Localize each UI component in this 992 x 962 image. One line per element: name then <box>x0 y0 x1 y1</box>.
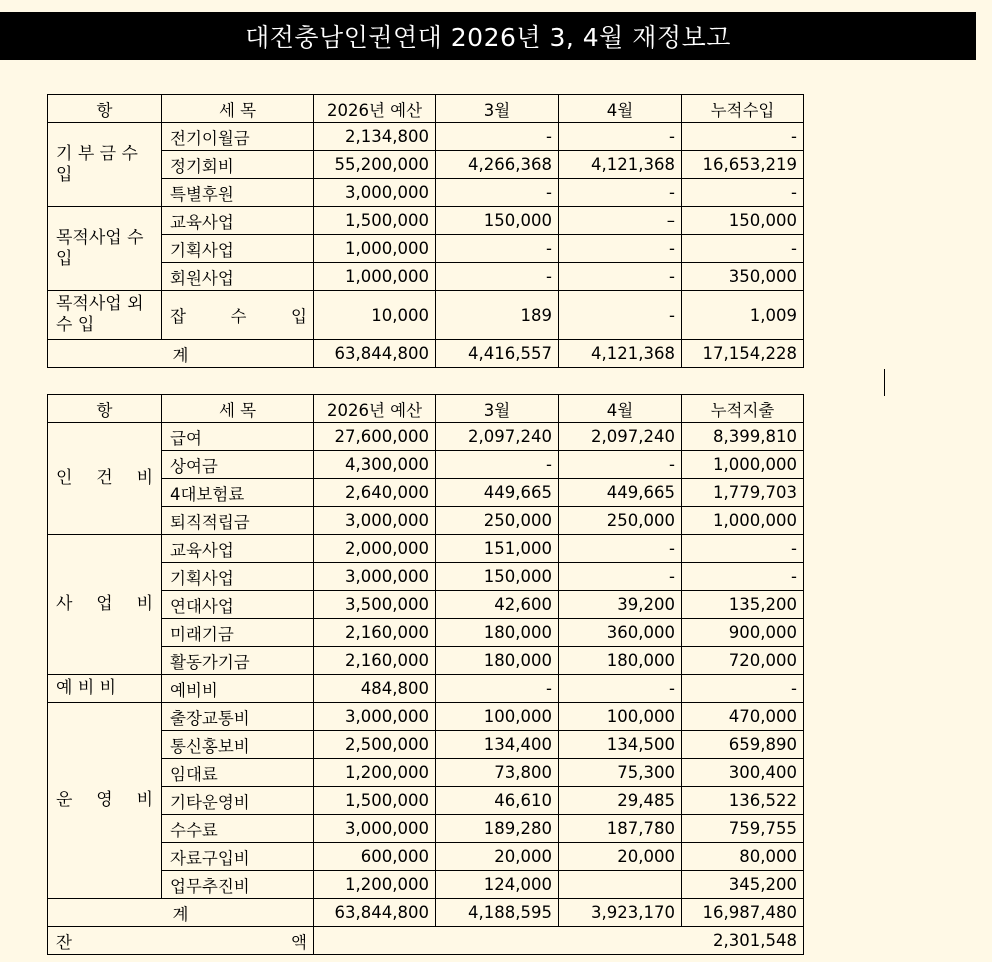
cumulative-cell: - <box>682 235 804 263</box>
item-cell: 기획사업 <box>162 563 314 591</box>
balance-value: 2,301,548 <box>314 927 804 955</box>
april-cell: 39,200 <box>559 591 682 619</box>
march-cell: 4,266,368 <box>436 151 559 179</box>
item-cell: 활동가기금 <box>162 647 314 675</box>
total-row <box>48 340 804 368</box>
april-cell: - <box>559 235 682 263</box>
april-cell: 75,300 <box>559 759 682 787</box>
budget-cell: 2,160,000 <box>314 647 436 675</box>
budget-cell: 1,200,000 <box>314 871 436 899</box>
table-row <box>48 263 804 291</box>
header-item: 세 목 <box>162 95 314 123</box>
cumulative-cell: 759,755 <box>682 815 804 843</box>
cumulative-cell: 16,653,219 <box>682 151 804 179</box>
item-cell: 전기이월금 <box>162 123 314 151</box>
april-cell: - <box>559 535 682 563</box>
budget-cell: 3,000,000 <box>314 507 436 535</box>
total-budget: 63,844,800 <box>314 340 436 368</box>
april-cell: 29,485 <box>559 787 682 815</box>
total-label: 계 <box>48 340 314 368</box>
category-cell: 인 건 비 <box>48 423 162 535</box>
total-april: 3,923,170 <box>559 899 682 927</box>
march-cell: - <box>436 179 559 207</box>
item-cell: 예비비 <box>162 675 314 703</box>
budget-cell: 2,640,000 <box>314 479 436 507</box>
header-budget: 2026년 예산 <box>314 395 436 423</box>
item-cell: 퇴직적립금 <box>162 507 314 535</box>
table-row <box>48 179 804 207</box>
cumulative-cell: 300,400 <box>682 759 804 787</box>
april-cell: - <box>559 451 682 479</box>
item-cell: 잡 수 입 <box>162 291 314 340</box>
april-cell: - <box>559 563 682 591</box>
budget-cell: 1,500,000 <box>314 207 436 235</box>
april-cell: 4,121,368 <box>559 151 682 179</box>
table-row <box>48 815 804 843</box>
cumulative-cell: 1,009 <box>682 291 804 340</box>
april-cell: - <box>559 263 682 291</box>
item-cell: 기획사업 <box>162 235 314 263</box>
cumulative-cell: 350,000 <box>682 263 804 291</box>
budget-cell: 484,800 <box>314 675 436 703</box>
table-row <box>48 535 804 563</box>
march-cell: - <box>436 675 559 703</box>
category-cell: 목적사업 수입 <box>48 207 162 291</box>
table-row <box>48 703 804 731</box>
report-title: 대전충남인권연대 2026년 3, 4월 재정보고 <box>0 12 976 60</box>
cumulative-cell: 720,000 <box>682 647 804 675</box>
table-row <box>48 843 804 871</box>
table-row <box>48 451 804 479</box>
budget-cell: 55,200,000 <box>314 151 436 179</box>
total-march: 4,416,557 <box>436 340 559 368</box>
item-cell: 정기회비 <box>162 151 314 179</box>
table-row <box>48 479 804 507</box>
cumulative-cell: 150,000 <box>682 207 804 235</box>
cumulative-cell: - <box>682 563 804 591</box>
header-category: 항 <box>48 95 162 123</box>
item-cell: 회원사업 <box>162 263 314 291</box>
item-cell: 상여금 <box>162 451 314 479</box>
table-row <box>48 675 804 703</box>
total-march: 4,188,595 <box>436 899 559 927</box>
item-cell: 출장교통비 <box>162 703 314 731</box>
march-cell: 124,000 <box>436 871 559 899</box>
april-cell: 100,000 <box>559 703 682 731</box>
table-row <box>48 759 804 787</box>
item-cell: 급여 <box>162 423 314 451</box>
category-cell: 목적사업 외 수 입 <box>48 291 162 340</box>
budget-cell: 3,000,000 <box>314 815 436 843</box>
item-cell: 자료구입비 <box>162 843 314 871</box>
cumulative-cell: 345,200 <box>682 871 804 899</box>
budget-cell: 3,000,000 <box>314 179 436 207</box>
budget-cell: 3,000,000 <box>314 703 436 731</box>
item-cell: 특별후원 <box>162 179 314 207</box>
budget-cell: 600,000 <box>314 843 436 871</box>
total-april: 4,121,368 <box>559 340 682 368</box>
table-row <box>48 207 804 235</box>
march-cell: 46,610 <box>436 787 559 815</box>
header-cumulative: 누적지출 <box>682 395 804 423</box>
header-april: 4월 <box>559 395 682 423</box>
item-cell: 임대료 <box>162 759 314 787</box>
table-row <box>48 235 804 263</box>
table-row <box>48 123 804 151</box>
april-cell: 187,780 <box>559 815 682 843</box>
total-cumulative: 16,987,480 <box>682 899 804 927</box>
cumulative-cell: 80,000 <box>682 843 804 871</box>
income-header-row <box>48 95 804 123</box>
table-row <box>48 647 804 675</box>
header-cumulative: 누적수입 <box>682 95 804 123</box>
march-cell: 180,000 <box>436 619 559 647</box>
table-row <box>48 291 804 340</box>
budget-cell: 2,500,000 <box>314 731 436 759</box>
march-cell: 189 <box>436 291 559 340</box>
cumulative-cell: 8,399,810 <box>682 423 804 451</box>
budget-cell: 3,500,000 <box>314 591 436 619</box>
cumulative-cell: 135,200 <box>682 591 804 619</box>
table-gap-border <box>884 369 885 396</box>
march-cell: 134,400 <box>436 731 559 759</box>
april-cell: - <box>559 179 682 207</box>
header-item: 세 목 <box>162 395 314 423</box>
total-label: 계 <box>48 899 314 927</box>
total-cumulative: 17,154,228 <box>682 340 804 368</box>
income-table <box>47 94 804 368</box>
april-cell: - <box>559 123 682 151</box>
march-cell: 73,800 <box>436 759 559 787</box>
header-march: 3월 <box>436 395 559 423</box>
budget-cell: 10,000 <box>314 291 436 340</box>
table-row <box>48 787 804 815</box>
cumulative-cell: 136,522 <box>682 787 804 815</box>
april-cell: 180,000 <box>559 647 682 675</box>
budget-cell: 3,000,000 <box>314 563 436 591</box>
march-cell: 42,600 <box>436 591 559 619</box>
cumulative-cell: 659,890 <box>682 731 804 759</box>
march-cell: 150,000 <box>436 563 559 591</box>
budget-cell: 1,000,000 <box>314 235 436 263</box>
budget-cell: 2,000,000 <box>314 535 436 563</box>
table-row <box>48 731 804 759</box>
march-cell: 150,000 <box>436 207 559 235</box>
table-row <box>48 871 804 899</box>
total-budget: 63,844,800 <box>314 899 436 927</box>
table-row <box>48 563 804 591</box>
cumulative-cell: 1,779,703 <box>682 479 804 507</box>
march-cell: - <box>436 451 559 479</box>
march-cell: 449,665 <box>436 479 559 507</box>
item-cell: 통신홍보비 <box>162 731 314 759</box>
balance-label: 잔 액 <box>48 927 314 955</box>
april-cell: – <box>559 207 682 235</box>
expense-header-row <box>48 395 804 423</box>
budget-cell: 1,200,000 <box>314 759 436 787</box>
march-cell: 151,000 <box>436 535 559 563</box>
budget-cell: 1,000,000 <box>314 263 436 291</box>
cumulative-cell: - <box>682 535 804 563</box>
budget-cell: 2,134,800 <box>314 123 436 151</box>
expense-table <box>47 394 804 955</box>
category-cell: 운 영 비 <box>48 703 162 899</box>
april-cell: - <box>559 675 682 703</box>
budget-cell: 1,500,000 <box>314 787 436 815</box>
budget-cell: 4,300,000 <box>314 451 436 479</box>
item-cell: 4대보험료 <box>162 479 314 507</box>
item-cell: 연대사업 <box>162 591 314 619</box>
item-cell: 미래기금 <box>162 619 314 647</box>
march-cell: 180,000 <box>436 647 559 675</box>
cumulative-cell: - <box>682 675 804 703</box>
march-cell: 100,000 <box>436 703 559 731</box>
category-cell: 예 비 비 <box>48 675 162 703</box>
march-cell: 189,280 <box>436 815 559 843</box>
april-cell: 2,097,240 <box>559 423 682 451</box>
april-cell: 360,000 <box>559 619 682 647</box>
budget-cell: 27,600,000 <box>314 423 436 451</box>
april-cell: - <box>559 291 682 340</box>
table-row <box>48 151 804 179</box>
item-cell: 수수료 <box>162 815 314 843</box>
item-cell: 기타운영비 <box>162 787 314 815</box>
april-cell: 20,000 <box>559 843 682 871</box>
budget-cell: 2,160,000 <box>314 619 436 647</box>
header-march: 3월 <box>436 95 559 123</box>
april-cell <box>559 871 682 899</box>
cumulative-cell: 1,000,000 <box>682 451 804 479</box>
category-cell: 기 부 금 수 입 <box>48 123 162 207</box>
table-row <box>48 591 804 619</box>
cumulative-cell: - <box>682 123 804 151</box>
total-row <box>48 899 804 927</box>
april-cell: 449,665 <box>559 479 682 507</box>
header-april: 4월 <box>559 95 682 123</box>
march-cell: 250,000 <box>436 507 559 535</box>
header-category: 항 <box>48 395 162 423</box>
march-cell: 20,000 <box>436 843 559 871</box>
april-cell: 134,500 <box>559 731 682 759</box>
table-row <box>48 423 804 451</box>
category-cell: 사 업 비 <box>48 535 162 675</box>
cumulative-cell: 1,000,000 <box>682 507 804 535</box>
header-budget: 2026년 예산 <box>314 95 436 123</box>
march-cell: - <box>436 123 559 151</box>
table-row <box>48 507 804 535</box>
item-cell: 업무추진비 <box>162 871 314 899</box>
cumulative-cell: 470,000 <box>682 703 804 731</box>
march-cell: - <box>436 235 559 263</box>
balance-row <box>48 927 804 955</box>
march-cell: - <box>436 263 559 291</box>
item-cell: 교육사업 <box>162 207 314 235</box>
cumulative-cell: 900,000 <box>682 619 804 647</box>
march-cell: 2,097,240 <box>436 423 559 451</box>
cumulative-cell: - <box>682 179 804 207</box>
table-row <box>48 619 804 647</box>
item-cell: 교육사업 <box>162 535 314 563</box>
april-cell: 250,000 <box>559 507 682 535</box>
